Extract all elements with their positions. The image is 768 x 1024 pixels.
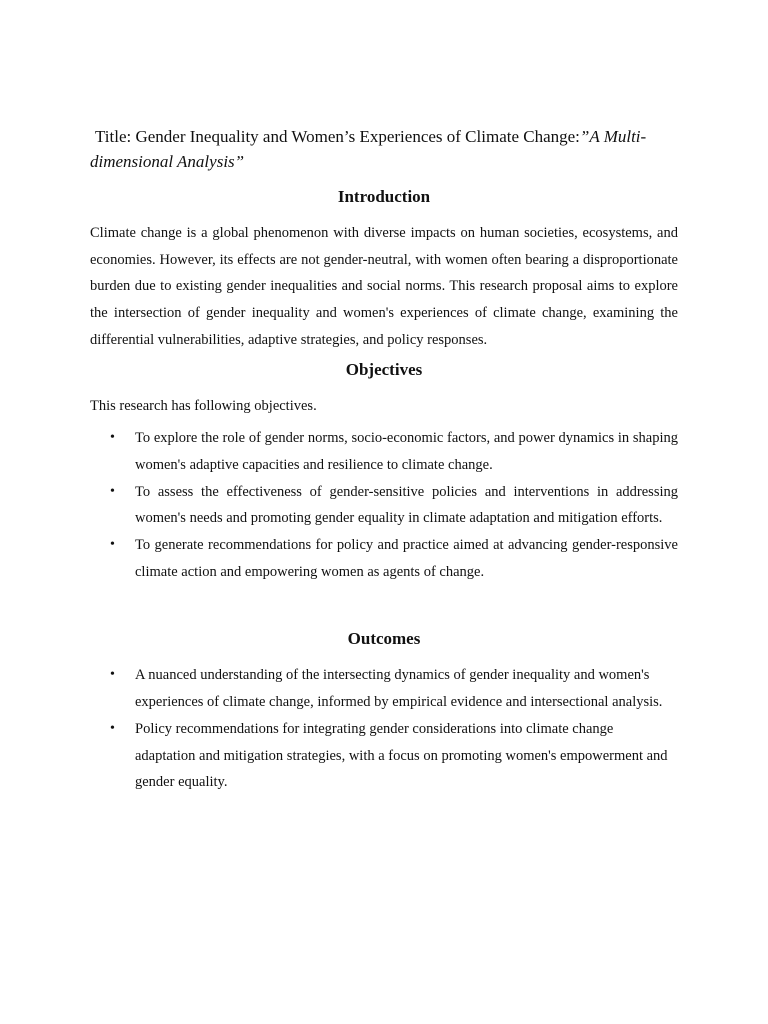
list-item	[90, 425, 678, 478]
document-page	[90, 124, 678, 796]
objective-text: To assess the effectiveness of gender-sensitive policies and interventions in addressing women's needs and promoting gender equality in climate adaptation and mitigation efforts.	[135, 483, 678, 527]
title-subtitle-part2: dimensional Analysis”	[90, 152, 245, 171]
outcomes-heading: Outcomes	[347, 629, 421, 649]
list-item	[90, 532, 678, 585]
outcome-text: A nuanced understanding of the intersecting dynamics of gender inequality and women's experiences of climate change, informed by empirical evidence and intersectional analysis.	[135, 667, 663, 711]
list-item	[90, 479, 678, 532]
objectives-list	[90, 425, 678, 585]
objectives-lead: This research has following objectives.	[90, 397, 317, 414]
objectives-heading: Objectives	[345, 359, 423, 379]
objective-text: To generate recommendations for policy and practice aimed at advancing gender-responsive climate action and empowering women as agents of change.	[135, 537, 678, 580]
outcome-text: Policy recommendations for integrating gender considerations into climate change adaptation and mitigation strategies, with a focus on promoting women's empowerment and gender equality.	[135, 720, 668, 791]
list-item	[90, 716, 670, 796]
bullet-icon: •	[110, 667, 115, 683]
objective-text: To explore the role of gender norms, socio-economic factors, and power dynamics in shaping women's adaptive capacities and resilience to climate change.	[135, 430, 678, 473]
introduction-paragraph: Climate change is a global phenomenon with diverse impacts on human societies, ecosystems, and economies. However, its effects are not gender-neutral, with women often bearing a disproportionate burden due to existing gender inequalities and social norms. This research proposal aims to explore the intersection of gender inequality and women's experiences of climate change, examining the differential vulnerabilities, adaptive strategies, and policy responses.	[90, 225, 678, 348]
document-title	[90, 124, 678, 174]
title-prefix: Title: Gender Inequality and Women’s Experiences of Climate Change:	[95, 127, 580, 146]
introduction-heading: Introduction	[337, 187, 431, 206]
bullet-icon: •	[110, 430, 115, 446]
list-item	[90, 662, 670, 715]
bullet-icon: •	[110, 720, 115, 736]
title-subtitle-part1: ”A Multi-	[579, 127, 647, 146]
outcomes-list	[90, 662, 670, 796]
bullet-icon: •	[110, 483, 115, 499]
bullet-icon: •	[110, 537, 115, 553]
